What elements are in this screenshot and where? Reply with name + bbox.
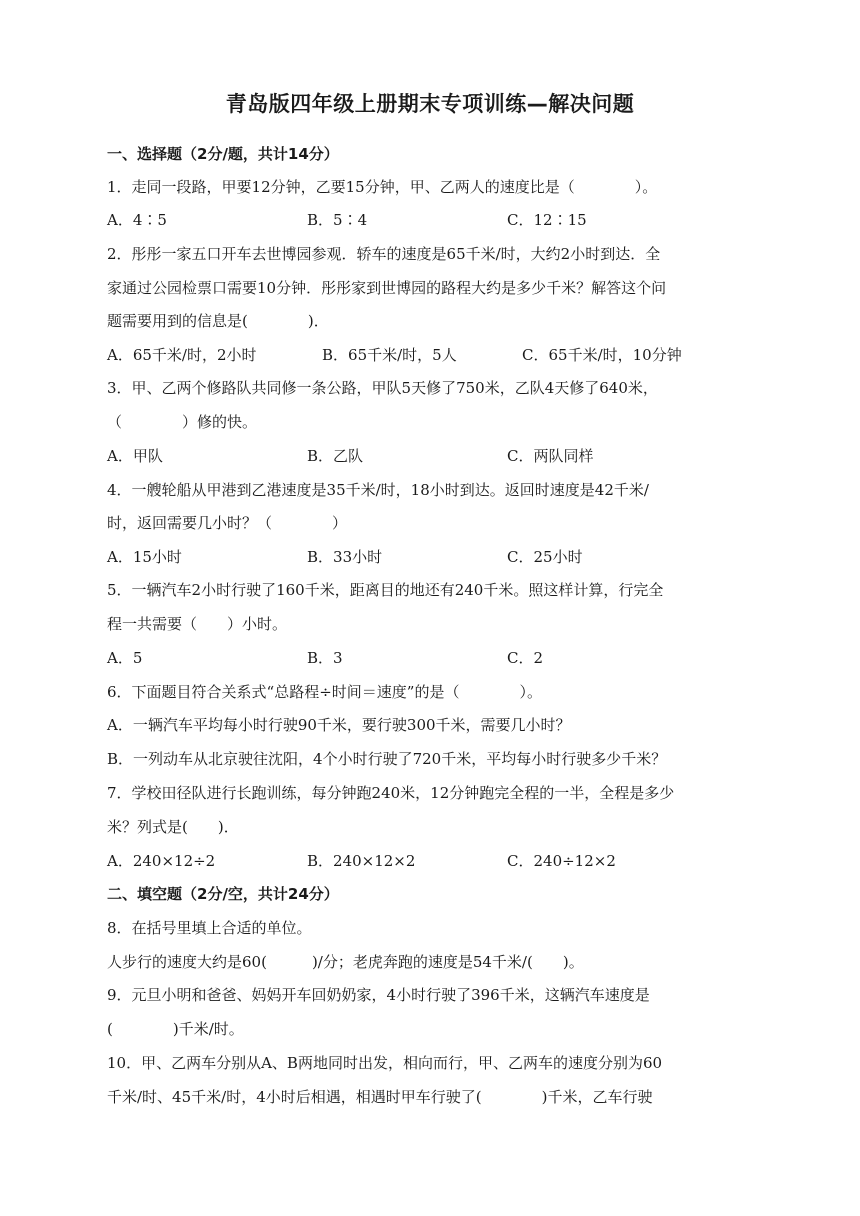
question-9-line-2: ( )千米/时。 (107, 1020, 244, 1038)
question-5-option-c: C．2 (507, 649, 544, 667)
question-5-option-a: A．5 (107, 649, 143, 667)
question-9-line-1: 9．元旦小明和爸爸、妈妈开车回奶奶家，4小时行驶了396千米，这辆汽车速度是 (107, 986, 650, 1004)
question-4-option-b: B．33小时 (307, 548, 383, 566)
question-2-line-1: 2．彤彤一家五口开车去世博园参观．轿车的速度是65千米/时，大约2小时到达．全 (107, 245, 661, 263)
question-1-text: 1．走同一段路，甲要12分钟，乙要15分钟，甲、乙两人的速度比是（ ）。 (107, 178, 658, 196)
question-8-text: 8．在括号里填上合适的单位。 (107, 919, 312, 937)
question-1-option-c: C．12∶15 (507, 211, 587, 229)
question-3-line-1: 3．甲、乙两个修路队共同修一条公路，甲队5天修了750米，乙队4天修了640米， (107, 379, 658, 397)
question-2-option-a: A．65千米/时，2小时 (107, 346, 257, 364)
question-7-option-c: C．240÷12×2 (507, 852, 616, 870)
question-3-line-2: （ ）修的快。 (107, 413, 258, 431)
question-2-line-2: 家通过公园检票口需要10分钟．彤彤家到世博园的路程大约是多少千米？解答这个问 (107, 279, 667, 297)
question-5-line-1: 5．一辆汽车2小时行驶了160千米，距离目的地还有240千米。照这样计算，行完全 (107, 581, 664, 599)
question-6-option-a: A．一辆汽车平均每小时行驶90千米，要行驶300千米，需要几小时？ (107, 716, 571, 734)
question-4-line-2: 时，返回需要几小时？（ ） (107, 514, 348, 532)
question-7-line-1: 7．学校田径队进行长跑训练，每分钟跑240米，12分钟跑完全程的一半，全程是多少 (107, 784, 675, 802)
question-5-line-2: 程一共需要（ ）小时。 (107, 615, 288, 633)
question-6-text: 6．下面题目符合关系式“总路程÷时间＝速度”的是（ ）。 (107, 683, 542, 701)
question-7-option-a: A．240×12÷2 (107, 852, 216, 870)
question-4-option-a: A．15小时 (107, 548, 182, 566)
question-1-option-b: B．5∶4 (307, 211, 368, 229)
question-7-line-2: 米？列式是( )． (107, 818, 239, 836)
question-7-option-b: B．240×12×2 (307, 852, 416, 870)
question-4-option-c: C．25小时 (507, 548, 583, 566)
question-2-line-3: 题需要用到的信息是( )． (107, 312, 329, 330)
question-2-option-b: B．65千米/时，5人 (322, 346, 457, 364)
question-6-option-b: B．一列动车从北京驶往沈阳，4个小时行驶了720千米，平均每小时行驶多少千米？ (107, 750, 667, 768)
question-3-option-a: A．甲队 (107, 447, 163, 465)
question-5-option-b: B．3 (307, 649, 343, 667)
question-10-line-2: 千米/时、45千米/时，4小时后相遇，相遇时甲车行驶了( )千米，乙车行驶 (107, 1088, 653, 1106)
question-8-blanks: 人步行的速度大约是60( )/分；老虎奔跑的速度是54千米/( )。 (107, 953, 584, 971)
section-heading-fill-blank: 二、填空题（2分/空，共计24分） (107, 885, 339, 903)
question-10-line-1: 10．甲、乙两车分别从A、B两地同时出发，相向而行，甲、乙两车的速度分别为60 (107, 1054, 663, 1072)
page-title: 青岛版四年级上册期末专项训练—解决问题 (225, 92, 635, 116)
section-heading-choice: 一、选择题（2分/题，共计14分） (107, 145, 339, 163)
question-1-option-a: A．4∶5 (107, 211, 167, 229)
question-3-option-b: B．乙队 (307, 447, 364, 465)
question-3-option-c: C．两队同样 (507, 447, 594, 465)
question-4-line-1: 4．一艘轮船从甲港到乙港速度是35千米/时，18小时到达。返回时速度是42千米/ (107, 481, 649, 499)
question-2-option-c: C．65千米/时，10分钟 (522, 346, 682, 364)
